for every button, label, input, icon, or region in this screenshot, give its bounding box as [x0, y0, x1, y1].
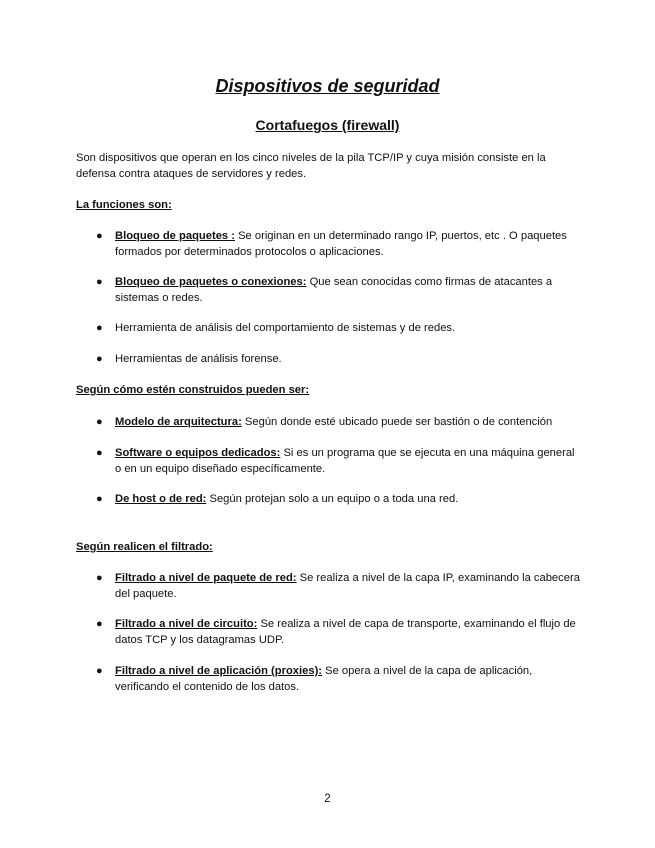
bullet-icon: ● [96, 618, 103, 630]
list-item-text: Si es un programa que se ejecuta en una máquina general o en un equipo diseñado específicamente. [115, 447, 575, 475]
section-heading-construction: Según cómo estén construidos pueden ser: [76, 384, 310, 396]
intro-paragraph: Son dispositivos que operan en los cinco niveles de la pila TCP/IP y cuya misión consiste en la defensa contra ataques de servidores y redes. [76, 152, 546, 180]
page-title: Dispositivos de seguridad [215, 76, 440, 96]
list-item-text: Se originan en un determinado rango IP, puertos, etc . O paquetes formados por determinados protocolos o aplicaciones. [115, 230, 567, 258]
bullet-icon: ● [96, 493, 103, 505]
list-item [76, 663, 581, 695]
bullet-icon: ● [96, 665, 103, 677]
list-item-text: Se opera a nivel de la capa de aplicación, verificando el contenido de los datos. [115, 665, 533, 693]
list-item-title: Software o equipos dedicados: [115, 447, 281, 459]
bullet-icon: ● [96, 447, 103, 459]
bullet-icon: ● [96, 276, 103, 288]
list-item [76, 228, 581, 260]
section-heading-filtering: Según realicen el filtrado: [76, 541, 213, 553]
list-item-text: Herramienta de análisis del comportamiento de sistemas y de redes. [115, 322, 456, 334]
list-item [76, 491, 581, 507]
list-item [76, 445, 581, 477]
list-item-title: Filtrado a nivel de aplicación (proxies): [115, 665, 323, 677]
bullet-icon: ● [96, 416, 103, 428]
page-number: 2 [324, 793, 331, 805]
bullet-icon: ● [96, 322, 103, 334]
list-item [76, 274, 581, 306]
list-item-title: De host o de red: [115, 493, 207, 505]
list-item-text: Que sean conocidas como firmas de atacantes a sistemas o redes. [115, 276, 553, 304]
list-item-title: Bloqueo de paquetes o conexiones: [115, 276, 307, 288]
section-subtitle: Cortafuegos (firewall) [255, 117, 400, 133]
list-item-title: Bloqueo de paquetes : [115, 230, 235, 242]
list-item [76, 320, 581, 336]
list-item-title: Modelo de arquitectura: [115, 416, 242, 428]
bullet-icon: ● [96, 353, 103, 365]
bullet-icon: ● [96, 572, 103, 584]
list-item-text: Se realiza a nivel de capa de transporte, examinando el flujo de datos TCP y los datagramas UDP. [115, 618, 576, 646]
list-item-title: Filtrado a nivel de paquete de red: [115, 572, 297, 584]
list-item [76, 351, 581, 367]
list-item [76, 570, 581, 602]
bullet-icon: ● [96, 230, 103, 242]
list-item-text: Según protejan solo a un equipo o a toda una red. [206, 493, 459, 505]
list-item [76, 616, 581, 648]
list-item-text: Herramientas de análisis forense. [115, 353, 282, 365]
list-item-title: Filtrado a nivel de circuito: [115, 618, 258, 630]
list-item-text: Se realiza a nivel de la capa IP, examinando la cabecera del paquete. [115, 572, 580, 600]
list-item [76, 414, 581, 430]
list-item-text: Según donde esté ubicado puede ser bastión o de contención [241, 416, 553, 428]
section-heading-functions: La funciones son: [76, 199, 172, 211]
